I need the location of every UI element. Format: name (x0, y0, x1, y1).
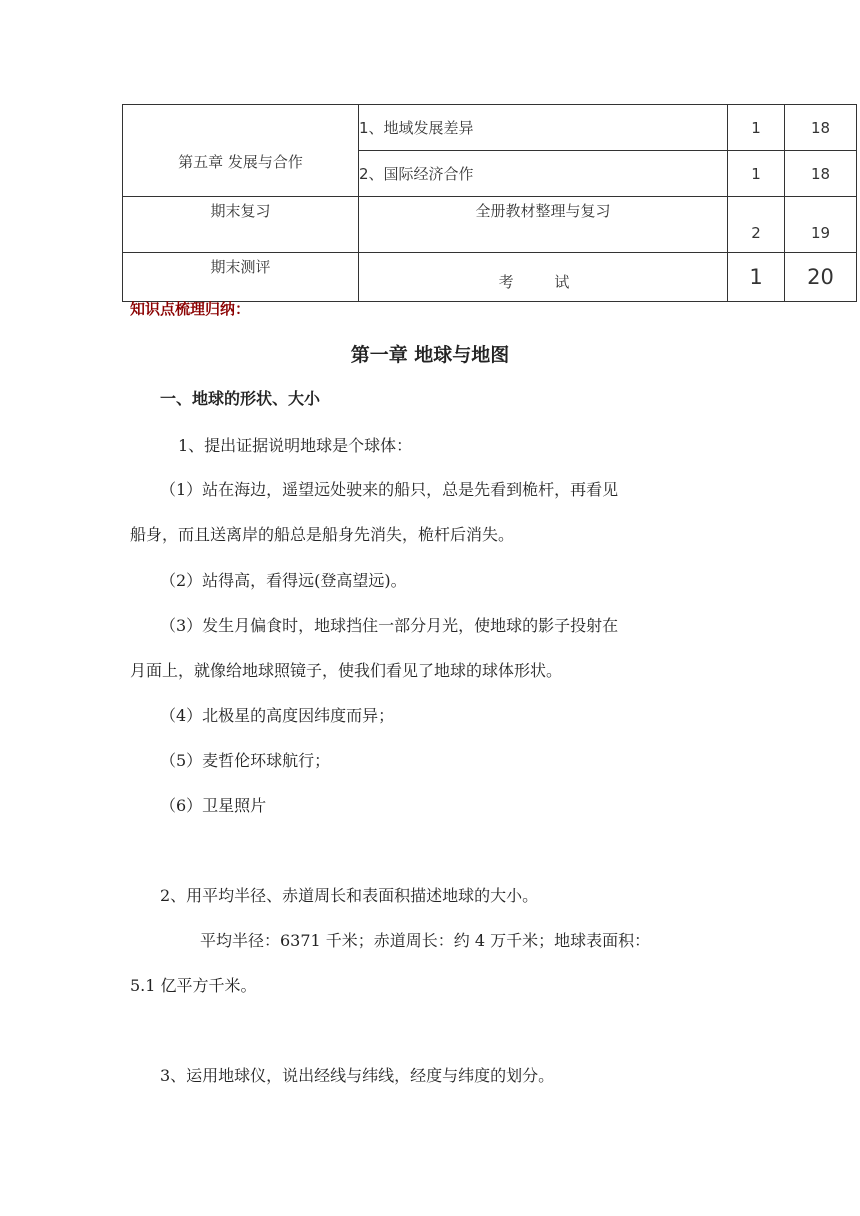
topic-cell: 2、国际经济合作 (359, 151, 728, 197)
week-cell: 18 (785, 105, 857, 151)
table-row (123, 253, 857, 302)
evidence-4: （4）北极星的高度因纬度而异； (160, 706, 395, 725)
topic-cell-wrap (359, 253, 728, 302)
topic-cell: 考 试 (498, 272, 588, 291)
chapter-cell: 第五章 发展与合作 (123, 105, 359, 197)
topic-cell: 全册教材整理与复习 (359, 197, 728, 253)
evidence-3-line-1: （3）发生月偏食时，地球挡住一部分月光，使地球的影子投射在 (160, 616, 619, 635)
evidence-6: （6）卫星照片 (160, 796, 267, 815)
question-3: 3、运用地球仪，说出经线与纬线，经度与纬度的划分。 (160, 1066, 555, 1085)
chapter-title: 第一章 地球与地图 (350, 344, 510, 366)
table-row (123, 197, 857, 253)
topic-cell: 1、地域发展差异 (359, 105, 728, 151)
evidence-1-line-1: （1）站在海边，遥望远处驶来的船只，总是先看到桅杆，再看见 (160, 480, 619, 499)
week-cell: 19 (785, 197, 857, 253)
week-cell: 20 (785, 253, 857, 302)
evidence-3-line-2: 月面上，就像给地球照镜子，使我们看见了地球的球体形状。 (130, 661, 563, 680)
chapter-cell: 期末复习 (123, 197, 359, 253)
hours-cell: 1 (728, 151, 785, 197)
schedule-table (122, 104, 857, 302)
question-1: 1、提出证据说明地球是个球体： (178, 436, 413, 455)
chapter-cell: 期末测评 (123, 253, 359, 302)
week-cell: 18 (785, 151, 857, 197)
evidence-5: （5）麦哲伦环球航行； (160, 751, 331, 770)
summary-heading: 知识点梳理归纳： (130, 300, 251, 318)
hours-cell: 2 (728, 197, 785, 253)
evidence-1-line-2: 船身，而且送离岸的船总是船身先消失，桅杆后消失。 (130, 525, 515, 544)
size-line-1: 平均半径：6371 千米；赤道周长：约 4 万千米；地球表面积： (200, 931, 651, 950)
evidence-2: （2）站得高，看得远(登高望远)。 (160, 571, 407, 590)
table-row (123, 105, 857, 151)
section-title: 一、地球的形状、大小 (160, 389, 321, 408)
hours-cell: 1 (728, 105, 785, 151)
question-2: 2、用平均半径、赤道周长和表面积描述地球的大小。 (160, 886, 539, 905)
size-line-2: 5.1 亿平方千米。 (130, 976, 257, 995)
hours-cell: 1 (728, 253, 785, 302)
